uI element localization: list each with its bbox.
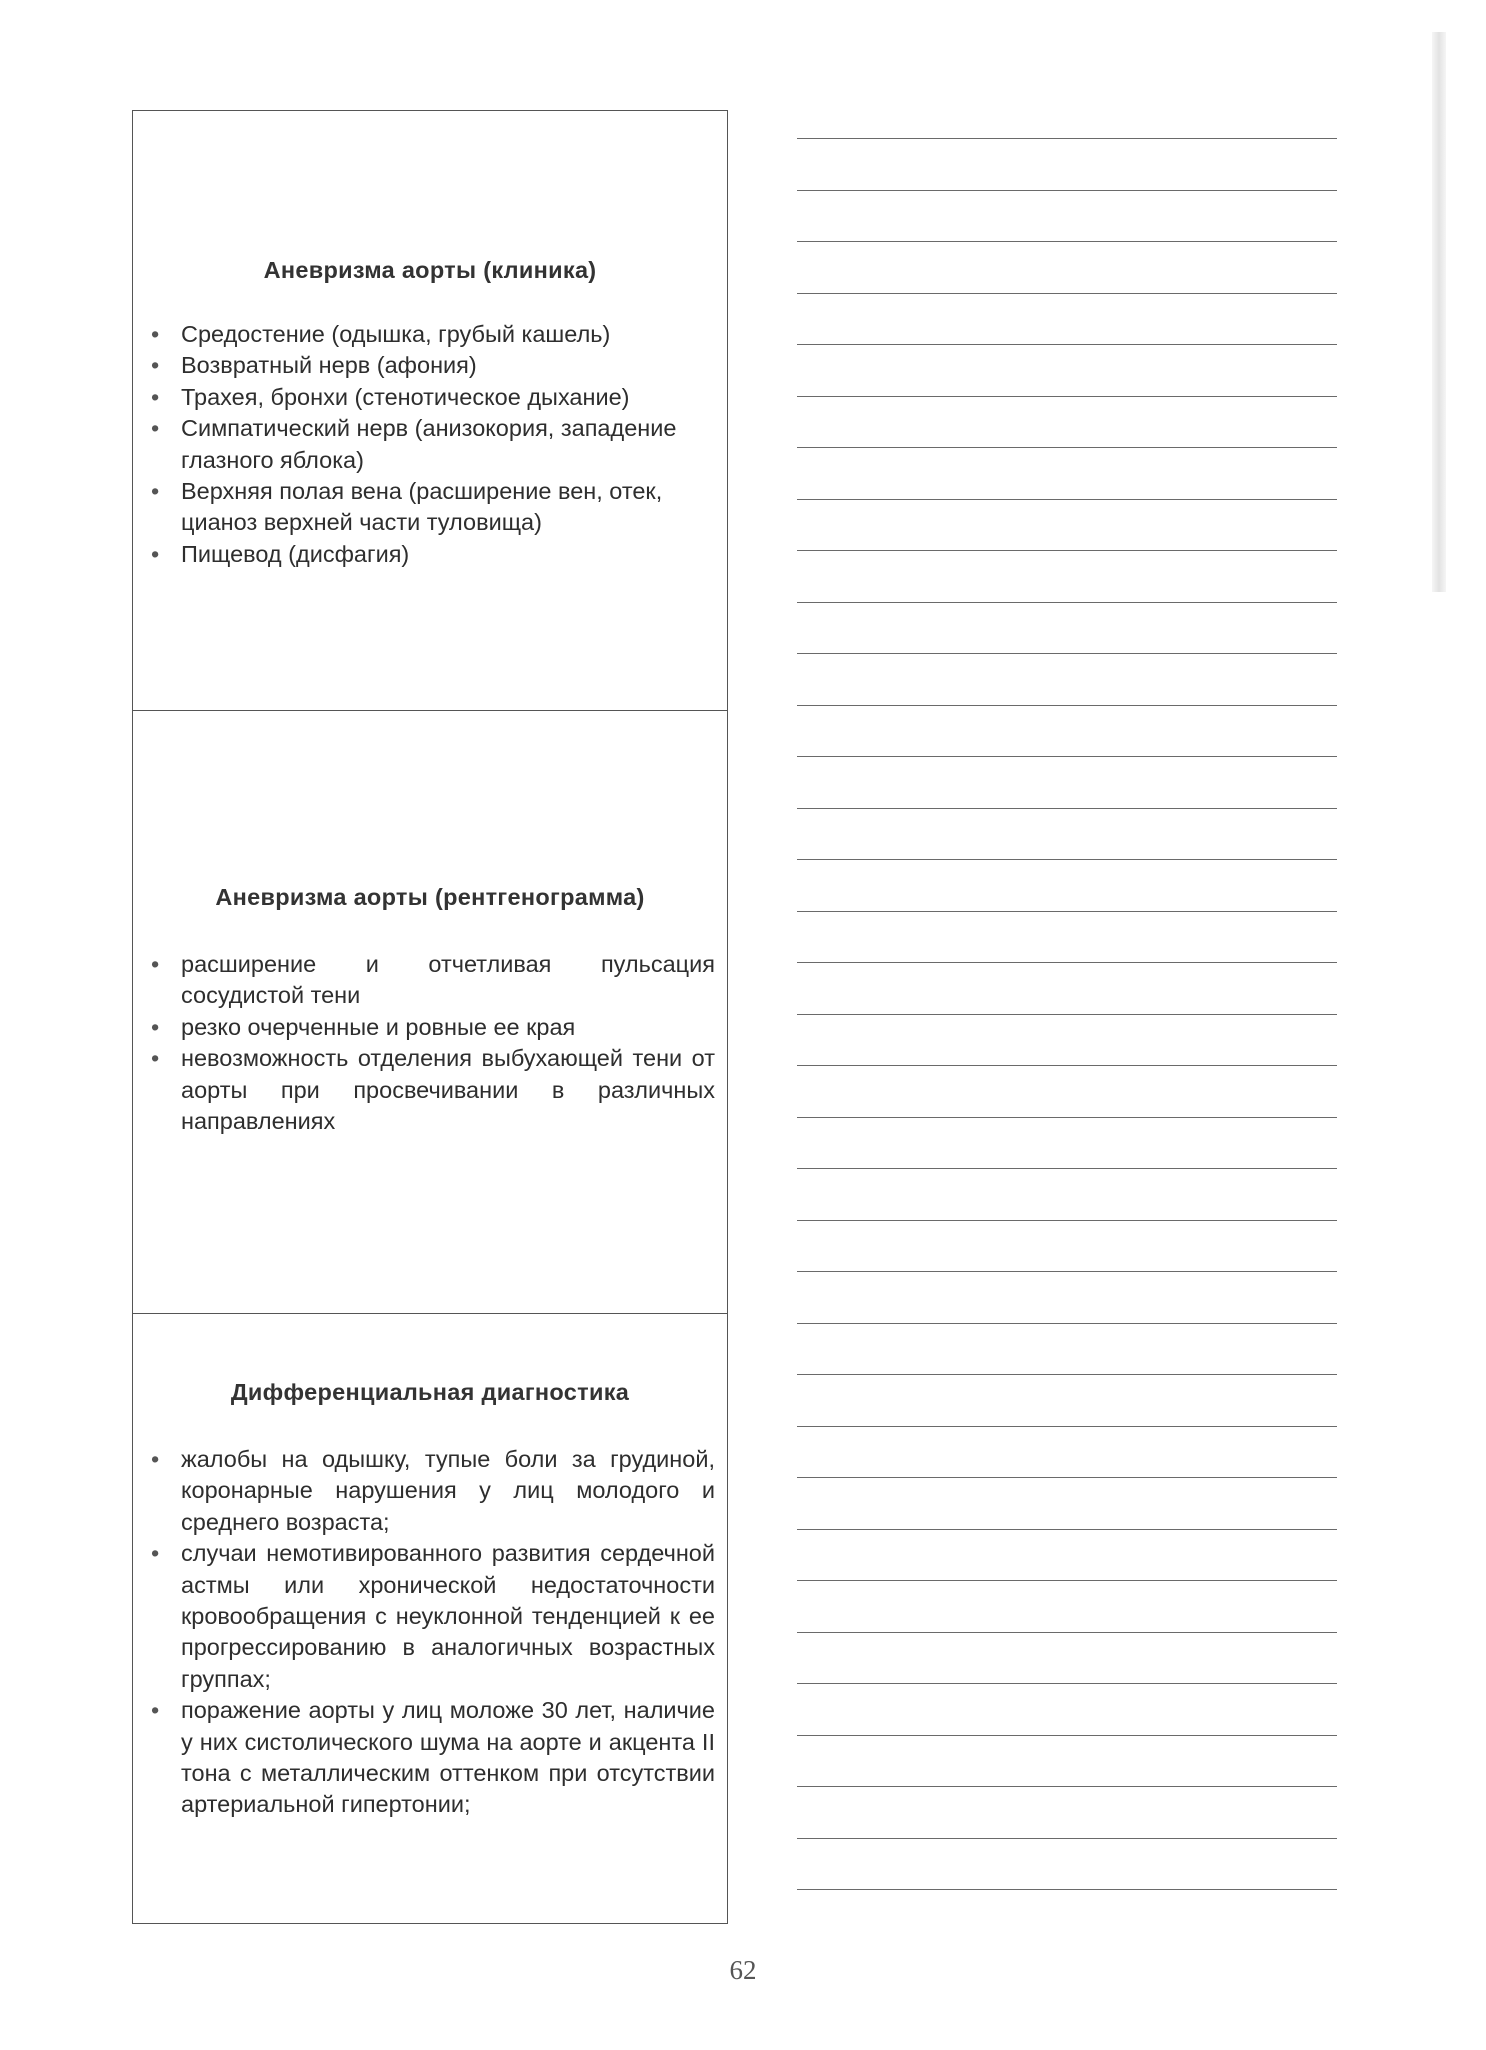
card-list [145, 1444, 715, 1821]
list-item: • Симпатический нерв (анизокория, западение глазного яблока) [145, 413, 715, 476]
page-edge-shadow [1432, 32, 1446, 592]
note-line [797, 344, 1337, 345]
card-column [132, 110, 728, 1924]
note-line [797, 1323, 1337, 1324]
page-number: 62 [729, 1955, 757, 1985]
list-item: • резко очерченные и ровные ее края [145, 1012, 715, 1043]
note-line [797, 550, 1337, 551]
note-line [797, 808, 1337, 809]
note-line [797, 1889, 1337, 1890]
note-line [797, 653, 1337, 654]
note-line [797, 1168, 1337, 1169]
note-line [797, 1786, 1337, 1787]
note-line [797, 756, 1337, 757]
note-line [797, 859, 1337, 860]
list-item: • Верхняя полая вена (расширение вен, отек, цианоз верхней части туловища) [145, 476, 715, 539]
note-line [797, 1374, 1337, 1375]
card-title: Аневризма аорты (рентгенограмма) [215, 884, 645, 910]
list-item: • Возвратный нерв (афония) [145, 350, 715, 381]
card-aneurysm-clinic [133, 111, 727, 710]
list-item: • Трахея, бронхи (стенотическое дыхание) [145, 382, 715, 413]
note-line [797, 499, 1337, 500]
card-list [145, 319, 715, 570]
note-line [797, 705, 1337, 706]
note-line [797, 293, 1337, 294]
note-line [797, 1014, 1337, 1015]
note-line [797, 602, 1337, 603]
note-line [797, 1117, 1337, 1118]
note-line [797, 138, 1337, 139]
note-line [797, 1220, 1337, 1221]
note-line [797, 1426, 1337, 1427]
card-differential-diagnosis [133, 1313, 727, 1923]
note-line [797, 1477, 1337, 1478]
note-line [797, 1632, 1337, 1633]
note-line [797, 396, 1337, 397]
list-item: • жалобы на одышку, тупые боли за грудиной, коронарные нарушения у лиц молодого и среднего возраста; [145, 1444, 715, 1538]
note-line [797, 1065, 1337, 1066]
note-line [797, 241, 1337, 242]
list-item: • поражение аорты у лиц моложе 30 лет, наличие у них систолического шума на аорте и акцента II тона с металлическим оттенком при отсутствии артериальной гипертонии; [145, 1695, 715, 1821]
list-item: • случаи немотивированного развития сердечной астмы или хронической недостаточности кровообращения с неуклонной тенденцией к ее прогрессированию в аналогичных возрастных группах; [145, 1538, 715, 1695]
card-list [145, 949, 715, 1137]
note-line [797, 190, 1337, 191]
card-title: Дифференциальная диагностика [230, 1379, 630, 1405]
note-line [797, 447, 1337, 448]
list-item: • Пищевод (дисфагия) [145, 539, 715, 570]
card-title: Аневризма аорты (клиника) [263, 257, 597, 283]
note-line [797, 1838, 1337, 1839]
list-item: • расширение и отчетливая пульсация сосудистой тени [145, 949, 715, 1012]
note-line [797, 1271, 1337, 1272]
list-item: • Средостение (одышка, грубый кашель) [145, 319, 715, 350]
note-line [797, 962, 1337, 963]
note-line [797, 1683, 1337, 1684]
note-line [797, 1735, 1337, 1736]
list-item: • невозможность отделения выбухающей тени от аорты при просвечивании в различных направлениях [145, 1043, 715, 1137]
note-line [797, 1580, 1337, 1581]
note-line [797, 911, 1337, 912]
card-aneurysm-xray [133, 710, 727, 1313]
note-line [797, 1529, 1337, 1530]
